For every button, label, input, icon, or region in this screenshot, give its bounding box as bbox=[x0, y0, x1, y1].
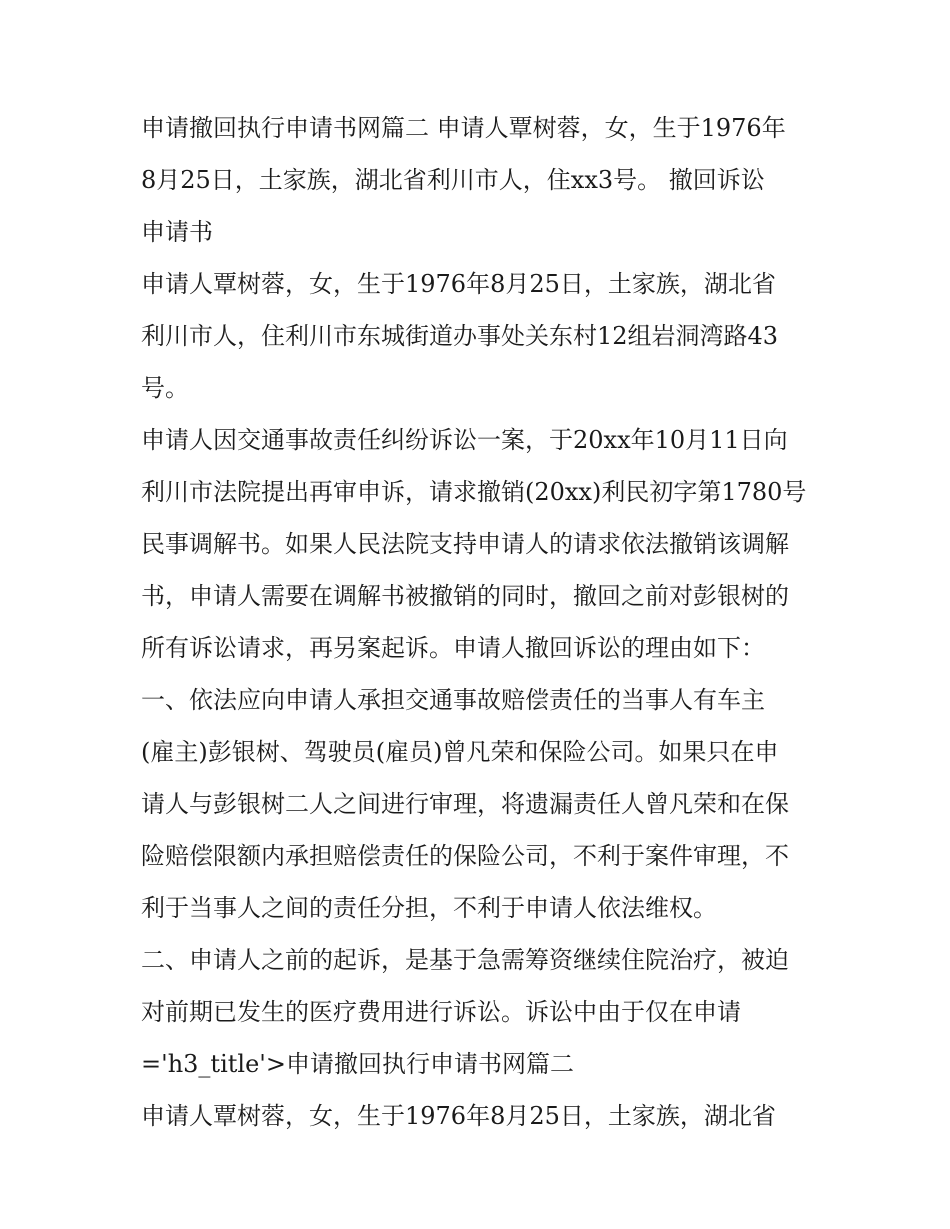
text-line: 利于当事人之间的责任分担，不利于申请人依法维权。 bbox=[141, 894, 717, 922]
text-line: 利川市法院提出再审申诉，请求撤销(20xx)利民初字第1780号 bbox=[141, 478, 807, 506]
text-line: 二、申请人之前的起诉，是基于急需筹资继续住院治疗，被迫 bbox=[141, 946, 789, 974]
paragraph-applicant-info bbox=[141, 258, 813, 414]
text-line: 对前期已发生的医疗费用进行诉讼。诉讼中由于仅在申请 bbox=[141, 998, 741, 1026]
text-line: 申请书 bbox=[141, 218, 213, 246]
text-line: 利川市人，住利川市东城街道办事处关东村12组岩洞湾路43 bbox=[141, 322, 779, 350]
text-line: 申请撤回执行申请书网篇二 申请人覃树蓉，女，生于1976年 bbox=[141, 114, 786, 142]
text-line: 民事调解书。如果人民法院支持申请人的请求依法撤销该调解 bbox=[141, 530, 789, 558]
paragraph-reason-one bbox=[141, 674, 813, 934]
text-line: 申请人因交通事故责任纠纷诉讼一案，于20xx年10月11日向 bbox=[141, 426, 788, 454]
text-line: 一、依法应向申请人承担交通事故赔偿责任的当事人有车主 bbox=[141, 686, 765, 714]
text-line: 险赔偿限额内承担赔偿责任的保险公司，不利于案件审理，不 bbox=[141, 842, 789, 870]
document-body bbox=[141, 102, 813, 1142]
paragraph-reason-two bbox=[141, 934, 813, 1090]
paragraph-case-background bbox=[141, 414, 813, 674]
text-line: 书，申请人需要在调解书被撤销的同时，撤回之前对彭银树的 bbox=[141, 582, 789, 610]
text-line: 请人与彭银树二人之间进行审理，将遗漏责任人曾凡荣和在保 bbox=[141, 790, 789, 818]
paragraph-intro bbox=[141, 102, 813, 258]
text-line: 申请人覃树蓉，女，生于1976年8月25日，土家族，湖北省 bbox=[141, 270, 776, 298]
text-line: 号。 bbox=[141, 374, 189, 402]
paragraph-applicant-info-repeat bbox=[141, 1090, 813, 1142]
text-line: 8月25日，土家族，湖北省利川市人，住xx3号。 撤回诉讼 bbox=[141, 166, 765, 194]
text-line: 申请人覃树蓉，女，生于1976年8月25日，土家族，湖北省 bbox=[141, 1102, 776, 1130]
text-line: ='h3_title'>申请撤回执行申请书网篇二 bbox=[141, 1050, 574, 1078]
text-line: (雇主)彭银树、驾驶员(雇员)曾凡荣和保险公司。如果只在申 bbox=[141, 738, 779, 766]
text-line: 所有诉讼请求，再另案起诉。申请人撤回诉讼的理由如下： bbox=[141, 634, 765, 662]
